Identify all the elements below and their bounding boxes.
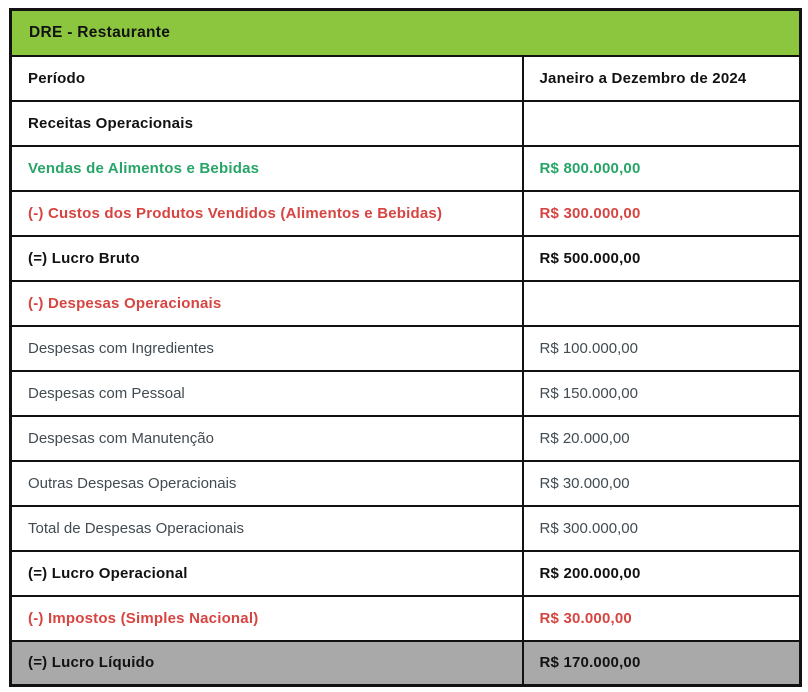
row-value: R$ 30.000,00	[523, 596, 801, 641]
row-value: R$ 500.000,00	[523, 236, 801, 281]
row-label: Receitas Operacionais	[11, 101, 523, 146]
row-value: R$ 30.000,00	[523, 461, 801, 506]
table-body	[11, 56, 801, 686]
table-row	[11, 506, 801, 551]
row-label: (=) Lucro Líquido	[11, 641, 523, 686]
row-label: (=) Lucro Operacional	[11, 551, 523, 596]
row-value: Janeiro a Dezembro de 2024	[523, 56, 801, 101]
table-row	[11, 641, 801, 686]
row-label: (-) Custos dos Produtos Vendidos (Alimentos e Bebidas)	[11, 191, 523, 236]
table-row	[11, 461, 801, 506]
row-value	[523, 101, 801, 146]
table-row	[11, 56, 801, 101]
table-title-row	[11, 10, 801, 56]
row-label: (=) Lucro Bruto	[11, 236, 523, 281]
row-value: R$ 200.000,00	[523, 551, 801, 596]
row-value: R$ 300.000,00	[523, 506, 801, 551]
table-row	[11, 416, 801, 461]
table-row	[11, 236, 801, 281]
table-row	[11, 551, 801, 596]
row-value: R$ 100.000,00	[523, 326, 801, 371]
row-label: Despesas com Ingredientes	[11, 326, 523, 371]
row-value: R$ 20.000,00	[523, 416, 801, 461]
row-value: R$ 170.000,00	[523, 641, 801, 686]
row-label: Despesas com Pessoal	[11, 371, 523, 416]
table-row	[11, 371, 801, 416]
row-value: R$ 800.000,00	[523, 146, 801, 191]
page-title: DRE - Restaurante	[11, 10, 801, 56]
table-row	[11, 146, 801, 191]
row-label: Despesas com Manutenção	[11, 416, 523, 461]
row-value: R$ 300.000,00	[523, 191, 801, 236]
row-value: R$ 150.000,00	[523, 371, 801, 416]
table-row	[11, 101, 801, 146]
row-label: Vendas de Alimentos e Bebidas	[11, 146, 523, 191]
row-label: (-) Impostos (Simples Nacional)	[11, 596, 523, 641]
table-row	[11, 191, 801, 236]
row-label: Outras Despesas Operacionais	[11, 461, 523, 506]
row-value	[523, 281, 801, 326]
table-row	[11, 281, 801, 326]
dre-table	[9, 8, 802, 687]
table-row	[11, 326, 801, 371]
row-label: (-) Despesas Operacionais	[11, 281, 523, 326]
row-label: Período	[11, 56, 523, 101]
row-label: Total de Despesas Operacionais	[11, 506, 523, 551]
table-row	[11, 596, 801, 641]
